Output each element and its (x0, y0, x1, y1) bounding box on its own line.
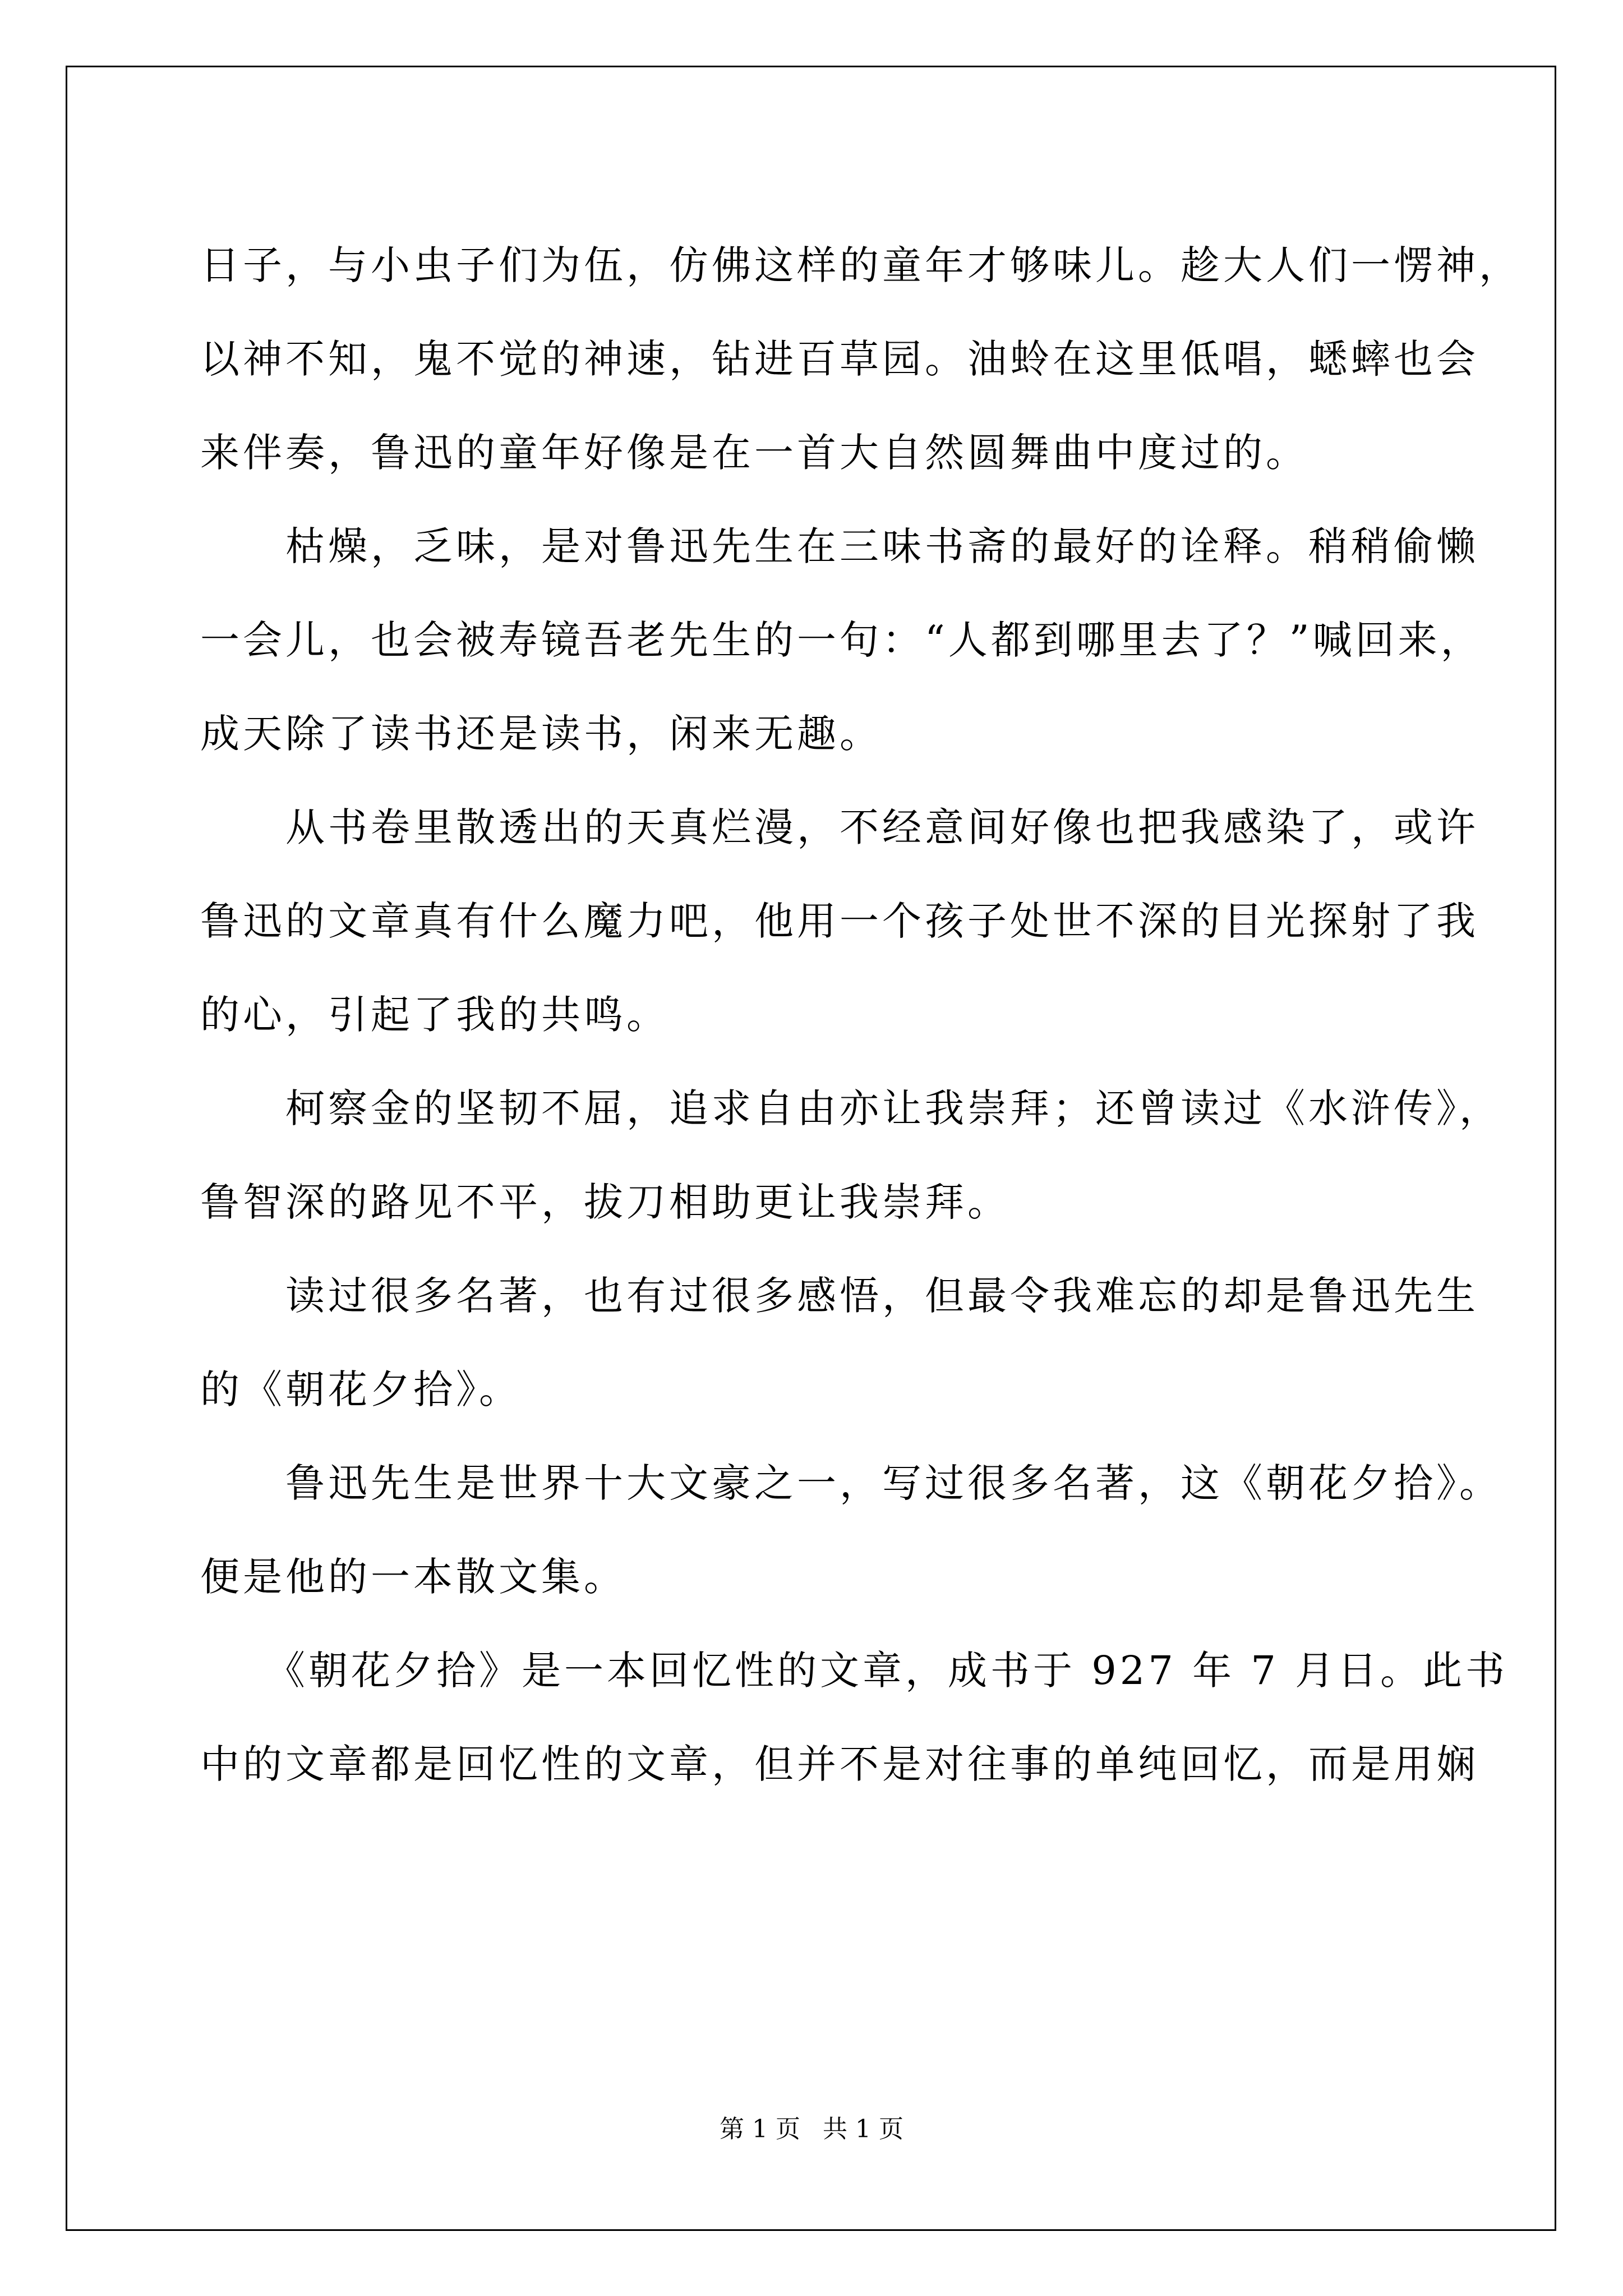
text-line: 从书卷里散透出的天真烂漫，不经意间好像也把我感染了，或许 (200, 804, 1479, 850)
text-line: 来伴奏，鲁迅的童年好像是在一首大自然圆舞曲中度过的。 (200, 430, 1308, 476)
page-number: 第 1 页 (720, 2115, 800, 2143)
text-line: 中的文章都是回忆性的文章，但并不是对往事的单纯回忆，而是用娴 (200, 1741, 1479, 1787)
page-total: 共 1 页 (823, 2115, 903, 2143)
document-body (200, 219, 1521, 1811)
text-line: 的《朝花夕拾》。 (200, 1366, 522, 1412)
text-line: 一会儿，也会被寿镜吾老先生的一句：“人都到哪里去了？”喊回来， (200, 617, 1483, 663)
page-footer (0, 2113, 1623, 2146)
text-line: 鲁迅的文章真有什么魔力吧，他用一个孩子处世不深的目光探射了我 (200, 898, 1479, 944)
text-line: 柯察金的坚韧不屈，追求自由亦让我崇拜；还曾读过《水浒传》， (200, 1085, 1502, 1131)
text-line: 的心，引起了我的共鸣。 (200, 992, 669, 1038)
text-line: 《朝花夕拾》是一本回忆性的文章，成书于 927 年 7 月日。此书 (200, 1648, 1509, 1694)
text-line: 枯燥，乏味，是对鲁迅先生在三味书斋的最好的诠释。稍稍偷懒 (200, 523, 1479, 569)
text-line: 便是他的一本散文集。 (200, 1554, 626, 1600)
text-line: 以神不知，鬼不觉的神速，钻进百草园。油蛉在这里低唱，蟋蟀也会 (200, 336, 1479, 382)
text-block (200, 219, 1521, 1811)
text-line: 成天除了读书还是读书，闲来无趣。 (200, 711, 882, 757)
text-line: 日子，与小虫子们为伍，仿佛这样的童年才够味儿。趁大人们一愣神， (200, 242, 1521, 288)
text-line: 鲁智深的路见不平，拔刀相助更让我崇拜。 (200, 1179, 1010, 1225)
text-line: 读过很多名著，也有过很多感悟，但最令我难忘的却是鲁迅先生 (200, 1273, 1479, 1319)
text-line: 鲁迅先生是世界十大文豪之一，写过很多名著，这《朝花夕拾》。 (200, 1460, 1502, 1506)
